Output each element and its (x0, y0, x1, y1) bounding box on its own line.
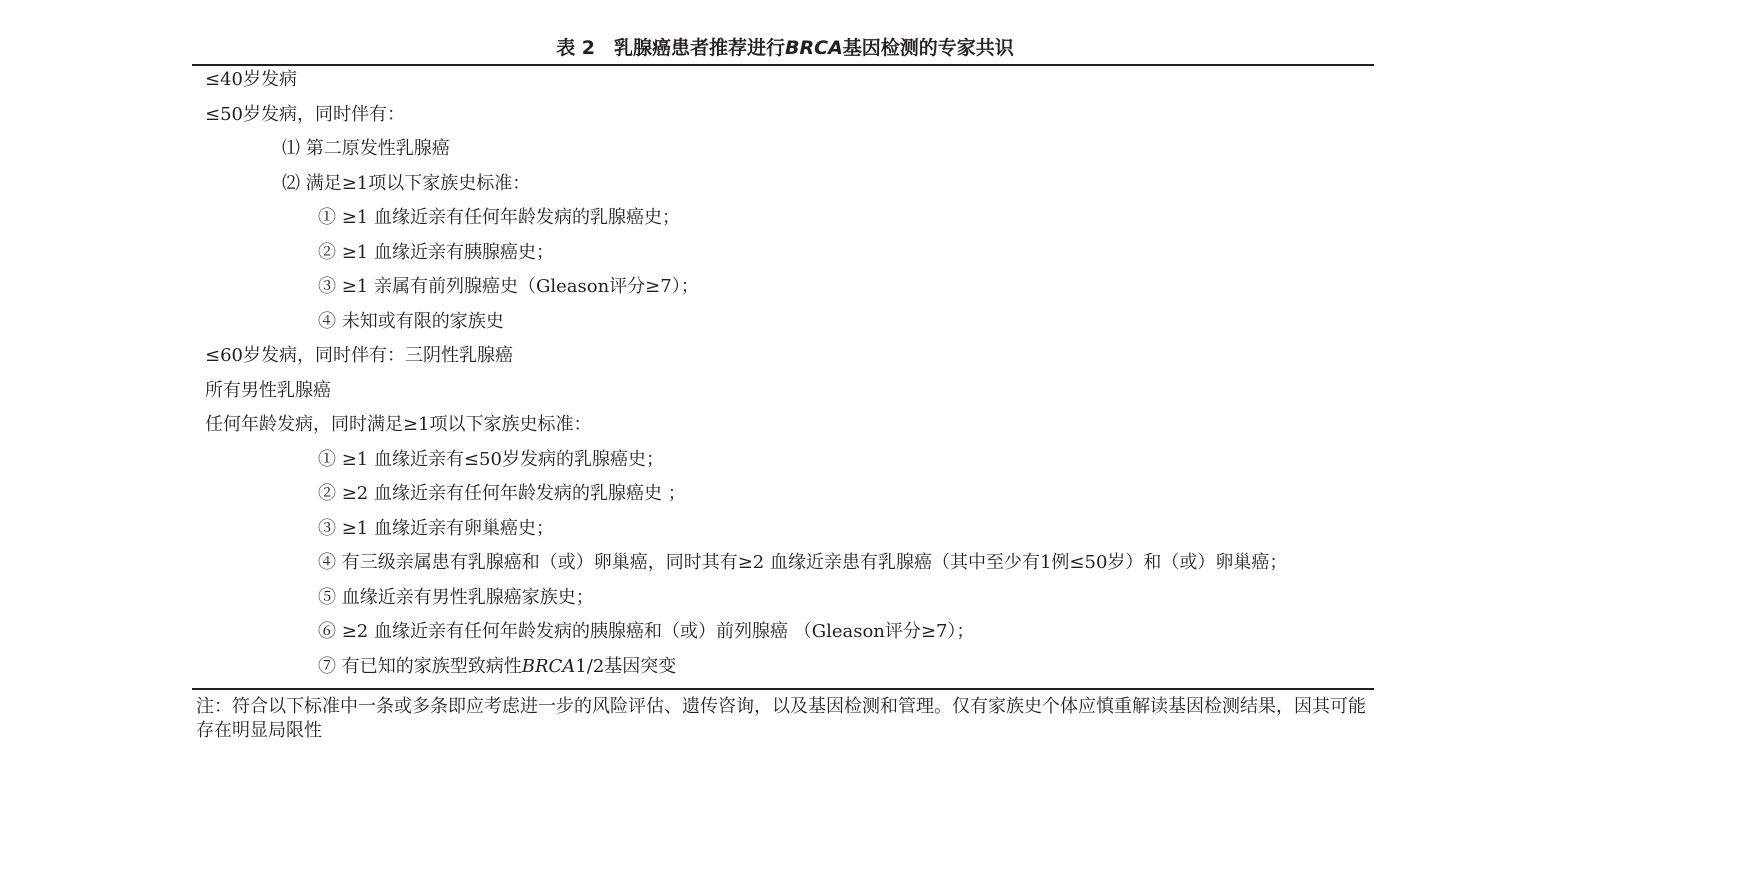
row-text: ⑦ 有已知的家族型致病性 (318, 655, 522, 677)
table-row (318, 653, 676, 688)
table-row (205, 411, 592, 446)
table-row (205, 66, 297, 101)
title-gene: BRCA (785, 37, 843, 59)
table-row (205, 342, 513, 377)
row-text: ≤50岁发病，同时伴有： (205, 103, 405, 125)
table-row (318, 204, 680, 239)
row-text: ≤40岁发病 (205, 69, 297, 90)
row-text: 所有男性乳腺癌 (205, 379, 331, 401)
row-text-suffix: 1/2基因突变 (575, 655, 677, 677)
row-text: ③ ≥1 血缘近亲有卵巢癌史； (318, 517, 554, 539)
table-row (205, 101, 405, 136)
table-bottom-rule (192, 688, 1374, 690)
row-text: ≤60岁发病，同时伴有：三阴性乳腺癌 (205, 345, 513, 366)
table-row (282, 135, 450, 170)
table-row (318, 446, 664, 481)
gene-name: BRCA (521, 655, 576, 677)
row-text: ② ≥2 血缘近亲有任何年龄发病的乳腺癌史 ； (318, 483, 686, 504)
table-title (0, 33, 1570, 60)
row-text: ⑤ 血缘近亲有男性乳腺癌家族史； (318, 586, 594, 608)
table-row (318, 480, 686, 515)
table-row (318, 549, 1287, 584)
table-row (318, 515, 554, 550)
title-text-suffix: 基因检测的专家共识 (842, 37, 1014, 59)
row-text: ④ 未知或有限的家族史 (318, 310, 504, 332)
table-row (205, 377, 331, 412)
table-row (318, 584, 594, 619)
row-text: ① ≥1 血缘近亲有≤50岁发病的乳腺癌史； (318, 448, 664, 470)
row-text: ⑵ 满足≥1项以下家族史标准： (282, 172, 531, 194)
row-text: ② ≥1 血缘近亲有胰腺癌史； (318, 241, 554, 263)
table-row (318, 273, 699, 308)
row-text: ⑴ 第二原发性乳腺癌 (282, 138, 450, 159)
row-text: 任何年龄发病，同时满足≥1项以下家族史标准： (205, 414, 592, 435)
row-text: ⑥ ≥2 血缘近亲有任何年龄发病的胰腺癌和（或）前列腺癌 （Gleason评分≥7）； (318, 621, 975, 642)
table-top-rule (192, 64, 1374, 66)
row-text: ③ ≥1 亲属有前列腺癌史（Gleason评分≥7）； (318, 276, 699, 297)
table-row (318, 308, 504, 343)
table-note: 注：符合以下标准中一条或多条即应考虑进一步的风险评估、遗传咨询，以及基因检测和管理。仅有家族史个体应慎重解读基因检测结果，因其可能存在明显局限性 (196, 696, 1366, 741)
table-row (318, 239, 554, 274)
table-row (318, 618, 974, 653)
row-text: ① ≥1 血缘近亲有任何年龄发病的乳腺癌史； (318, 207, 680, 228)
title-text: 表 2 乳腺癌患者推荐进行 (556, 37, 786, 59)
table-row (282, 170, 530, 205)
row-text: ④ 有三级亲属患有乳腺癌和（或）卵巢癌，同时其有≥2 血缘近亲患有乳腺癌（其中至少有1例≤50岁）和（或）卵巢癌； (318, 552, 1288, 573)
